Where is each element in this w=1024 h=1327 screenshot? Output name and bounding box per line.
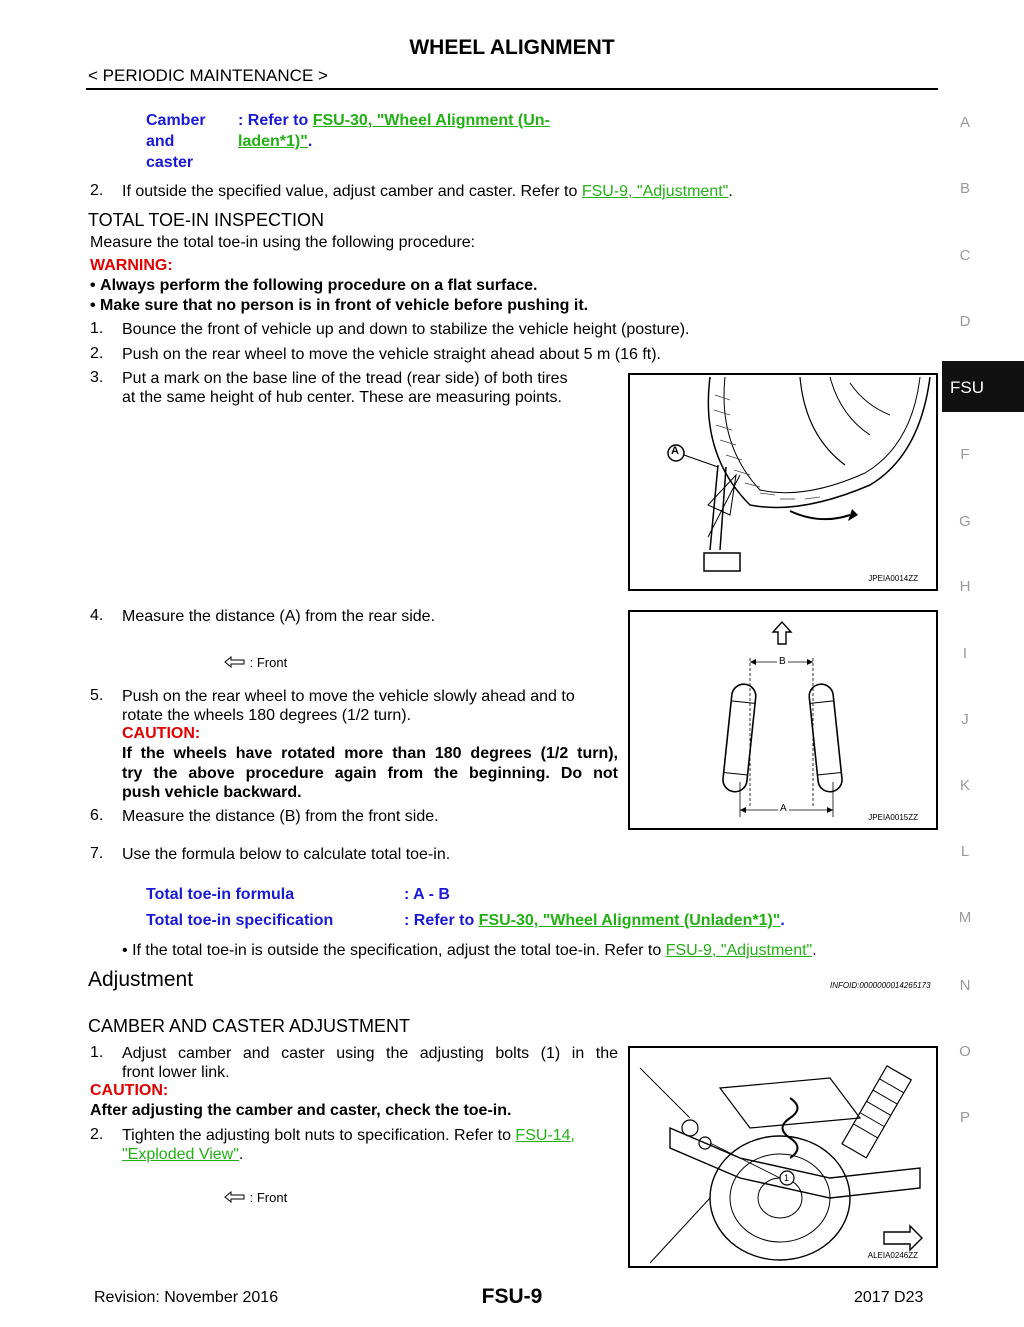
tire-illustration bbox=[630, 375, 936, 589]
camber-refer-prefix: : Refer to bbox=[238, 112, 309, 129]
front-legend bbox=[224, 655, 287, 671]
warning-item: • Always perform the following procedure on a flat surface. bbox=[90, 277, 538, 294]
step-2-camber-text bbox=[122, 182, 733, 201]
front-arrow-icon bbox=[224, 1191, 246, 1206]
figure-code: JPEIA0014ZZ bbox=[868, 574, 918, 583]
warning-item-1: Always perform the following procedure on a flat surface. bbox=[100, 277, 538, 294]
sidebar-active-label[interactable]: FSU bbox=[950, 378, 984, 397]
step-number: 1. bbox=[90, 1044, 104, 1061]
step-number: 4. bbox=[90, 607, 104, 624]
info-id: INFOID:0000000014265173 bbox=[830, 981, 931, 990]
step-2-text: If outside the specified value, adjust camber and caster. Refer to bbox=[122, 183, 582, 200]
sidebar-letter-i[interactable]: I bbox=[962, 645, 968, 662]
warning-item: • Make sure that no person is in front of vehicle before pushing it. bbox=[90, 297, 589, 314]
camber-caster-label bbox=[146, 110, 206, 173]
adjustment-heading: Adjustment bbox=[88, 968, 194, 991]
suspension-illustration bbox=[630, 1048, 936, 1266]
step-3-line1: Put a mark on the base line of the tread (rear side) of both tires bbox=[122, 370, 568, 387]
sidebar-letter-l[interactable]: L bbox=[960, 843, 970, 860]
note-bullet: • bbox=[122, 942, 128, 959]
section-breadcrumb: < PERIODIC MAINTENANCE > bbox=[88, 66, 328, 85]
step-number: 2. bbox=[90, 1126, 104, 1143]
formula-value: : A - B bbox=[404, 886, 450, 903]
step-3-line2: at the same height of hub center. These are measuring points. bbox=[122, 389, 562, 406]
note-adjustment-link[interactable]: FSU-9, "Adjustment" bbox=[665, 942, 813, 959]
camber-label-line2: and bbox=[146, 133, 175, 150]
step-5-text bbox=[122, 687, 575, 725]
step-6-text: Measure the distance (B) from the front side. bbox=[122, 808, 439, 825]
adjust-step-1-text bbox=[122, 1044, 618, 1082]
toe-in-intro: Measure the total toe-in using the following procedure: bbox=[90, 234, 476, 251]
toe-note bbox=[122, 941, 817, 960]
step-7-text: Use the formula below to calculate total toe-in. bbox=[122, 846, 451, 863]
sidebar-letter-f[interactable]: F bbox=[960, 446, 970, 463]
spec-link[interactable]: FSU-30, "Wheel Alignment (Unladen*1)" bbox=[478, 912, 781, 929]
sidebar-letter-d[interactable]: D bbox=[959, 313, 971, 330]
note-text: If the total toe-in is outside the specification, adjust the total toe-in. Refer to bbox=[132, 942, 666, 959]
camber-label-line1: Camber bbox=[146, 112, 206, 129]
marker-1: 1 bbox=[784, 1173, 790, 1183]
footer-page-number: FSU-9 bbox=[481, 1285, 543, 1308]
step-number: 1. bbox=[90, 320, 104, 337]
spec-value bbox=[404, 912, 785, 930]
footer-revision: Revision: November 2016 bbox=[94, 1289, 279, 1306]
step-5-line1: Push on the rear wheel to move the vehicle slowly ahead and to bbox=[122, 688, 575, 705]
camber-caster-adjustment-heading: CAMBER AND CASTER ADJUSTMENT bbox=[88, 1016, 411, 1036]
sidebar-letter-h[interactable]: H bbox=[959, 578, 971, 595]
step-number: 5. bbox=[90, 687, 104, 704]
step-number: 7. bbox=[90, 845, 104, 862]
camber-spec-link-cont[interactable]: laden*1)" bbox=[238, 133, 308, 150]
sidebar-letter-p[interactable]: P bbox=[959, 1109, 970, 1126]
sidebar-letter-g[interactable]: G bbox=[959, 513, 971, 530]
note-suffix: . bbox=[812, 942, 817, 959]
exploded-view-link-cont[interactable]: "Exploded View" bbox=[122, 1146, 239, 1163]
front-label: : Front bbox=[249, 1190, 288, 1205]
toe-diagram bbox=[630, 612, 936, 828]
step-1-text: Bounce the front of vehicle up and down to stabilize the vehicle height (posture). bbox=[122, 321, 690, 338]
spec-suffix: . bbox=[780, 912, 785, 929]
step-number: 6. bbox=[90, 807, 104, 824]
label-a: A bbox=[780, 803, 787, 814]
adjust-step-2-line1: Tighten the adjusting bolt nuts to specification. Refer to bbox=[122, 1127, 516, 1144]
sidebar-letter-j[interactable]: J bbox=[961, 711, 969, 728]
sidebar-letter-c[interactable]: C bbox=[959, 247, 971, 264]
adjust-step-2-text bbox=[122, 1126, 575, 1164]
figure-code: JPEIA0015ZZ bbox=[868, 813, 918, 822]
warning-item-2: Make sure that no person is in front of vehicle before pushing it. bbox=[100, 297, 589, 314]
label-b: B bbox=[779, 656, 786, 667]
sidebar-letter-n[interactable]: N bbox=[959, 977, 971, 994]
toe-in-heading: TOTAL TOE-IN INSPECTION bbox=[88, 210, 325, 230]
adjust-caution-text: After adjusting the camber and caster, check the toe-in. bbox=[90, 1102, 512, 1119]
step-2-text: Push on the rear wheel to move the vehicle straight ahead about 5 m (16 ft). bbox=[122, 346, 661, 363]
adjust-step-1-line2: front lower link. bbox=[122, 1064, 230, 1081]
caution-label: CAUTION: bbox=[90, 1082, 169, 1099]
camber-spec-suffix: . bbox=[307, 133, 313, 150]
warning-label: WARNING: bbox=[90, 257, 173, 274]
figure-code: ALEIA0246ZZ bbox=[867, 1251, 918, 1260]
tire-mark-figure bbox=[628, 373, 938, 591]
toe-measurement-figure bbox=[628, 610, 938, 830]
sidebar-letter-a[interactable]: A bbox=[959, 114, 970, 131]
suspension-figure bbox=[628, 1046, 938, 1268]
camber-caster-value bbox=[238, 110, 550, 152]
step-5-line2: rotate the wheels 180 degrees (1/2 turn). bbox=[122, 707, 412, 724]
spec-prefix: : Refer to bbox=[404, 912, 479, 929]
camber-spec-link[interactable]: FSU-30, "Wheel Alignment (Un- bbox=[312, 112, 550, 129]
step-number: 2. bbox=[90, 345, 104, 362]
exploded-view-link[interactable]: FSU-14, bbox=[515, 1127, 575, 1144]
adjust-step-2-suffix: . bbox=[238, 1146, 244, 1163]
step-4-text: Measure the distance (A) from the rear side. bbox=[122, 608, 436, 625]
sidebar-letter-m[interactable]: M bbox=[958, 909, 972, 926]
adjust-step-1-line1: Adjust camber and caster using the adjusting bolts (1) in the bbox=[122, 1045, 618, 1062]
sidebar-letter-b[interactable]: B bbox=[959, 180, 970, 197]
step-number: 2. bbox=[90, 182, 104, 199]
marker-a: A bbox=[671, 445, 679, 457]
caution-line: If the wheels have rotated more than 180 degrees (1/2 turn), bbox=[122, 745, 618, 762]
spec-label: Total toe-in specification bbox=[146, 912, 334, 929]
adjustment-link[interactable]: FSU-9, "Adjustment" bbox=[581, 183, 729, 200]
front-legend bbox=[224, 1190, 287, 1206]
header-divider bbox=[86, 88, 938, 90]
step-2-suffix: . bbox=[728, 183, 733, 200]
caution-line: push vehicle backward. bbox=[122, 784, 302, 801]
formula-label: Total toe-in formula bbox=[146, 886, 295, 903]
front-arrow-icon bbox=[224, 656, 246, 671]
sidebar-letter-k[interactable]: K bbox=[959, 777, 970, 794]
caution-line: try the above procedure again from the beginning. Do not bbox=[122, 765, 618, 782]
caution-label: CAUTION: bbox=[122, 725, 201, 742]
page-title: WHEEL ALIGNMENT bbox=[409, 36, 615, 59]
front-label: : Front bbox=[249, 655, 288, 670]
step-number: 3. bbox=[90, 369, 104, 386]
camber-label-line3: caster bbox=[146, 154, 194, 171]
step-3-text bbox=[122, 369, 568, 407]
footer-model: 2017 D23 bbox=[854, 1289, 924, 1306]
sidebar-letter-o[interactable]: O bbox=[959, 1043, 971, 1060]
